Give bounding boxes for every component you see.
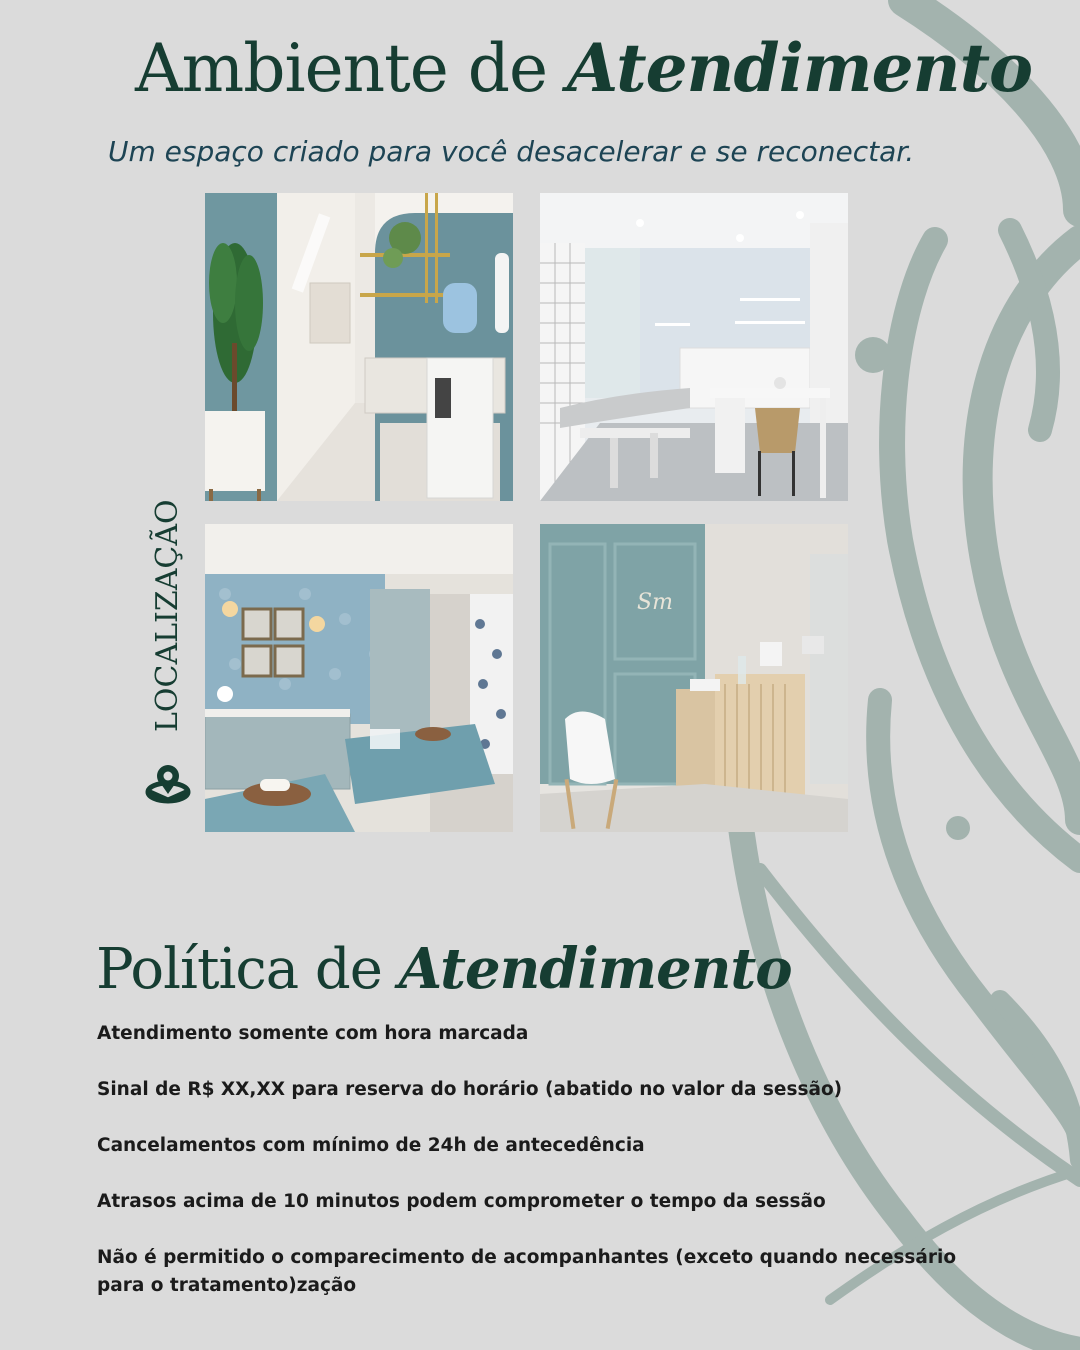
page-title <box>135 22 1035 115</box>
policy-title-emphasis: Atendimento <box>398 936 792 1002</box>
policy-item: Sinal de R$ XX,XX para reserva do horário (abatido no valor da sessão) <box>97 1079 843 1100</box>
photo-massage-room <box>205 524 513 832</box>
policy-item: Atendimento somente com hora marcada <box>97 1023 529 1044</box>
policy-item: Cancelamentos com mínimo de 24h de antecedência <box>97 1135 645 1156</box>
policy-title <box>96 926 996 1013</box>
page-title-regular: Ambiente de <box>135 30 568 107</box>
location-pin-icon <box>140 762 196 806</box>
page-subtitle: Um espaço criado para você desacelerar e se reconectar. <box>108 135 915 168</box>
policy-item: Atrasos acima de 10 minutos podem comprometer o tempo da sessão <box>97 1191 826 1212</box>
policy-item: Não é permitido o comparecimento de acompanhantes (exceto quando necessário para o tratamento)zação <box>97 1247 957 1296</box>
location-label: LOCALIZAÇÃO <box>150 499 185 732</box>
svg-text:Sm: Sm <box>637 590 673 615</box>
page-title-emphasis: Atendimento <box>567 29 1033 107</box>
photo-corridor <box>205 193 513 501</box>
policy-title-regular: Política de <box>96 937 399 1002</box>
policy-list <box>97 1020 997 1328</box>
location-link[interactable] <box>140 476 196 806</box>
photo-treatment-room <box>540 193 848 501</box>
photo-reception <box>540 524 848 832</box>
